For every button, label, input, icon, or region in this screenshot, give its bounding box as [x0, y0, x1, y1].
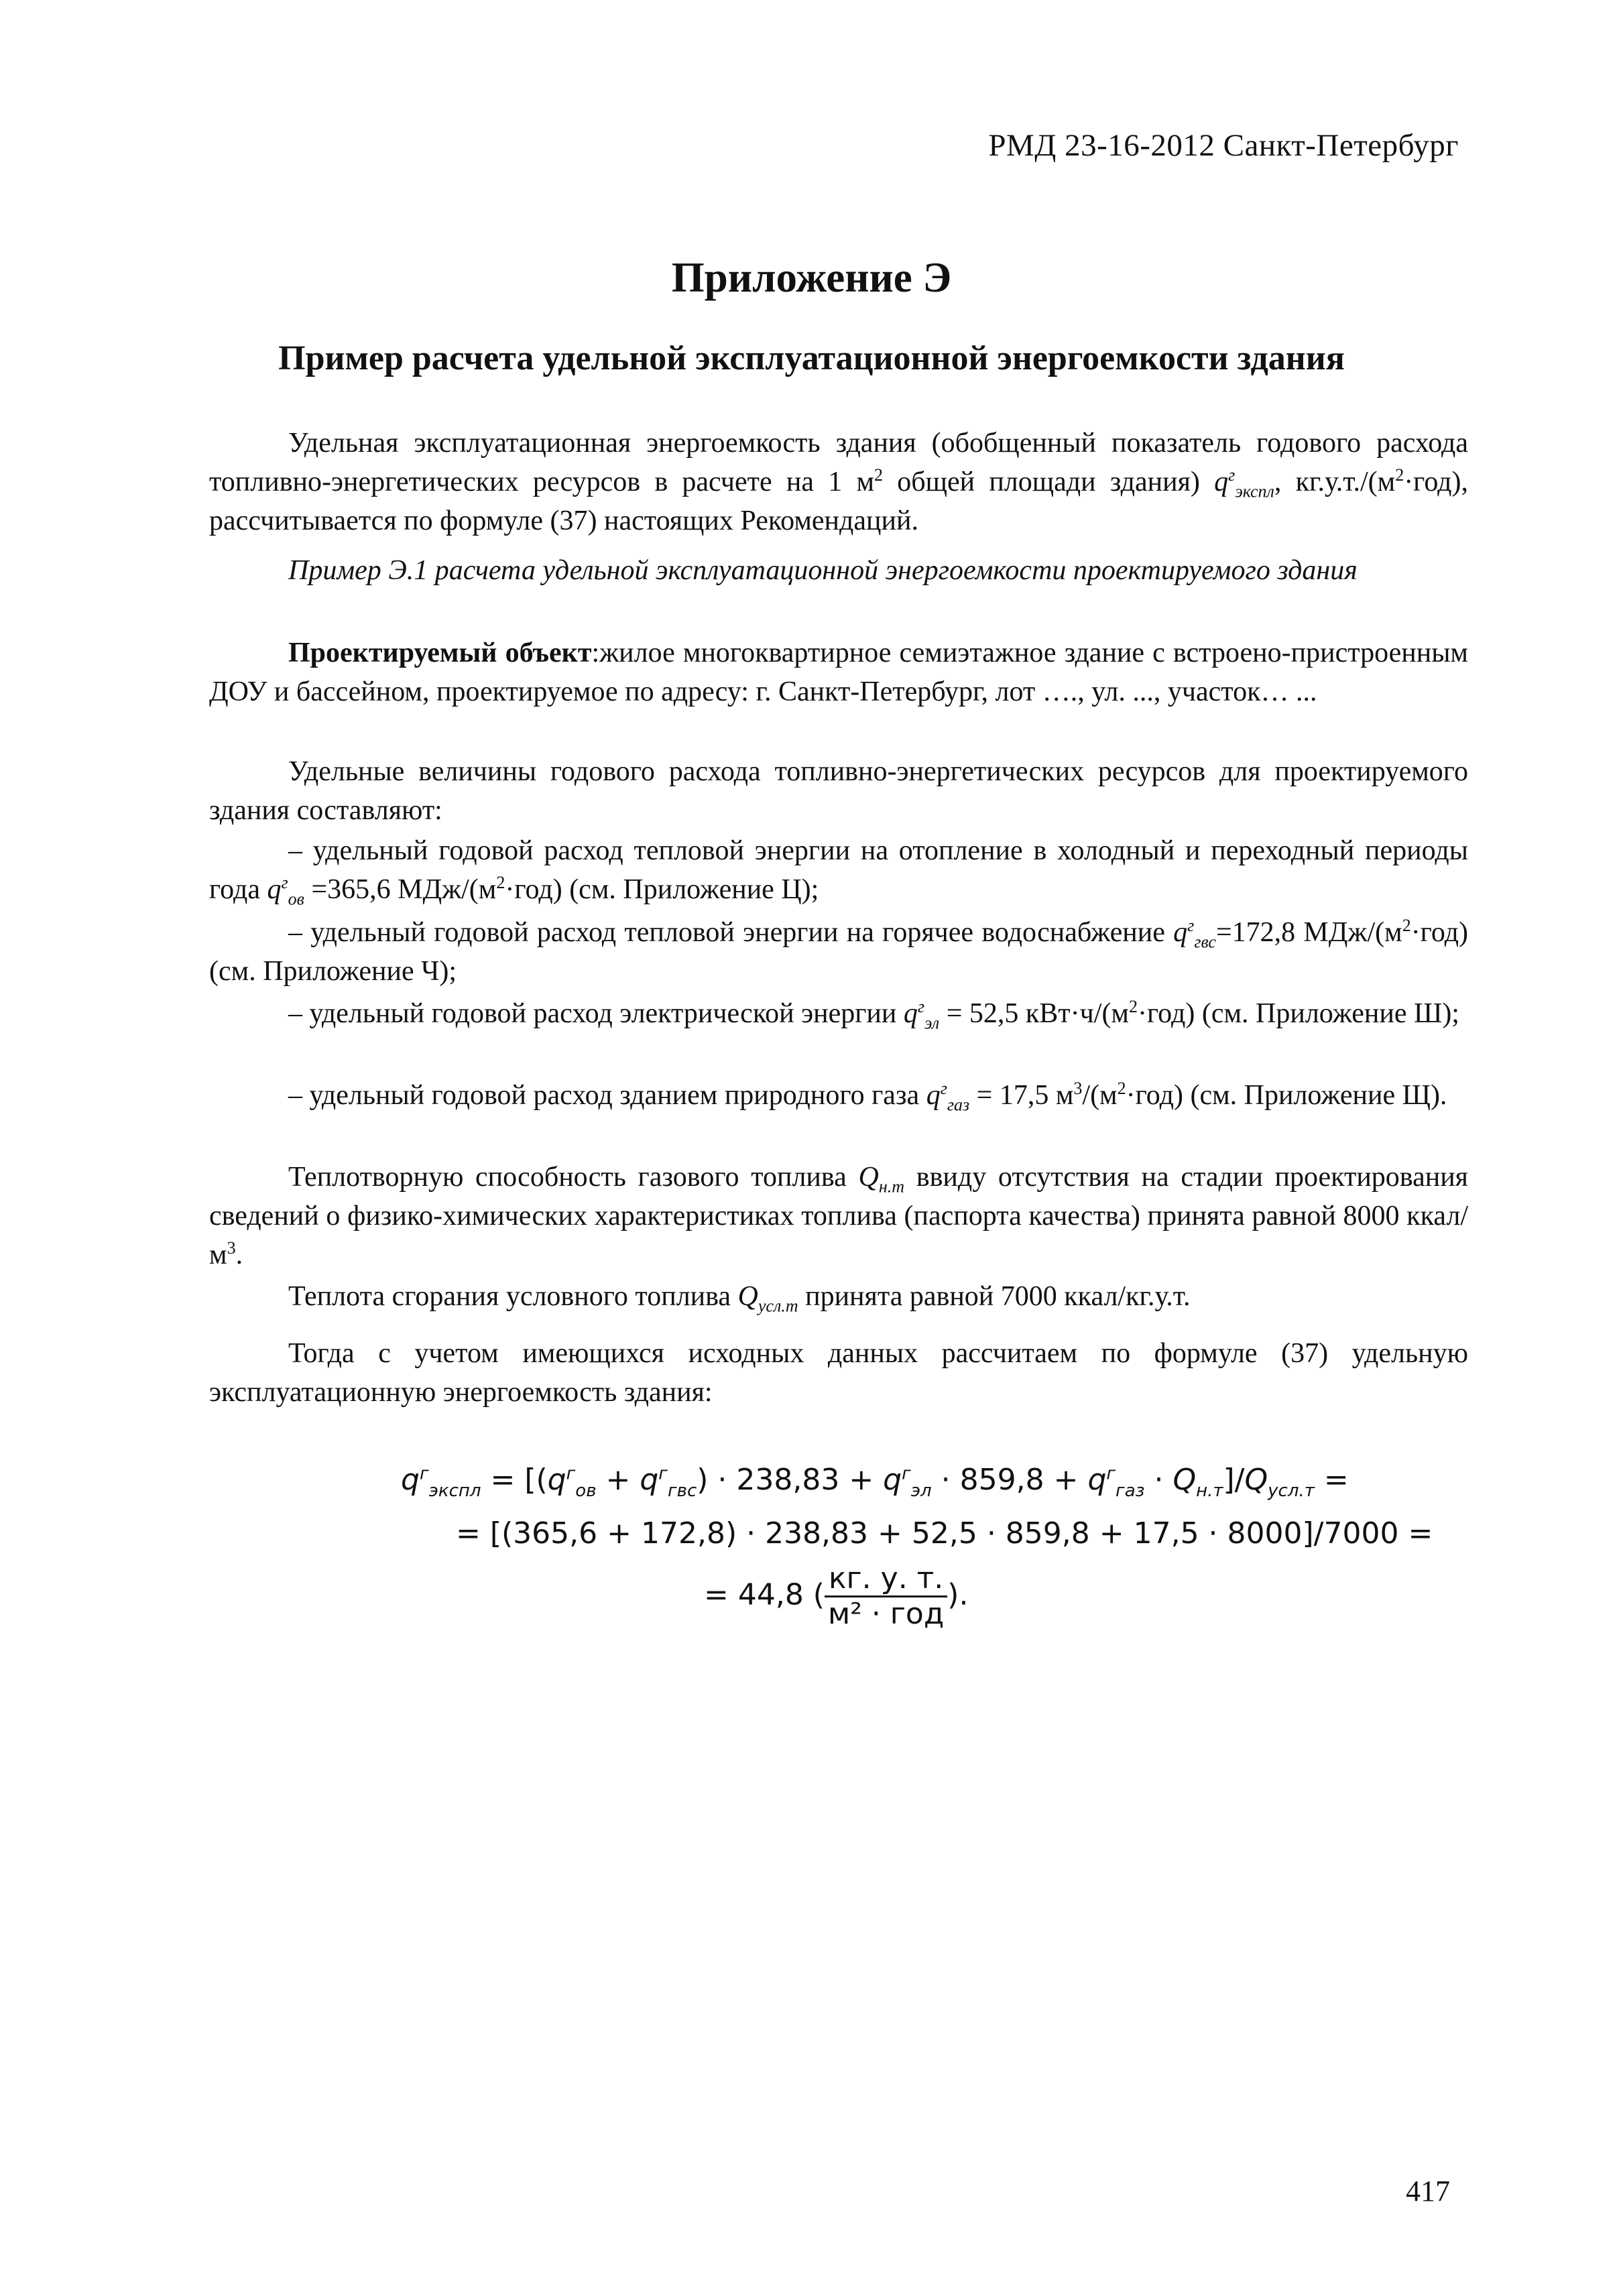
list-item-electricity: – удельный годовой расход электрической энергии $q^г_{эл} = 52,5$ $кВт\cdot ч/(м^2\cdot год)$ (см. Приложение Ш); — [288, 997, 1459, 1033]
running-header: РМД 23-16-2012 Санкт-Петербург — [988, 128, 1459, 163]
example-heading: Пример Э.1 расчета удельной эксплуатационной энергоемкости проектируемого здания — [288, 555, 1358, 586]
list-item-heating: – удельный годовой расход тепловой энергии на отопление в холодный и переходный периоды года $q^г_{ов} =365,6$ МДж/$(м^2\cdot год)$ (см. Приложение Ц); — [209, 835, 1468, 909]
symbol-q-ekspl: $q^г_{экспл}$ — [1214, 465, 1274, 501]
page-number: 417 — [1406, 2175, 1450, 2208]
intro-paragraph: Удельная эксплуатационная энергоемкость здания (обобщенный показатель годового расхода топливно-энергетических ресурсов в расчете на 1 $м^2$ общей площади здания) $q^г_{экспл}$, $кг.у.т./(м^2\cdot год)$, рассчитывается по формуле (37) настоящих Рекомендаций. — [209, 428, 1468, 536]
unit-fraction: $\frac{кг. у. т.}{\text{м² · год}}$ — [825, 1562, 947, 1631]
list-item-gas: – удельный годовой расход зданием природного газа $q^г_{газ} = 17,5$ $м^3/(м^2\cdot год)$ (см. Приложение Щ). — [288, 1079, 1447, 1115]
calculation-intro-paragraph: Тогда с учетом имеющихся исходных данных рассчитаем по формуле (37) удельную эксплуатационную энергоемкость здания: — [209, 1338, 1468, 1408]
values-intro-paragraph: Удельные величины годового расхода топливно-энергетических ресурсов для проектируемого здания составляют: — [209, 756, 1468, 826]
heat-capacity-paragraph: Теплотворную способность газового топлива $Q_{н.т}$ ввиду отсутствия на стадии проектирования сведений о физико-химических характеристиках топлива (паспорта качества) принята равной 8000 ккал/$м^3$. — [209, 1162, 1468, 1270]
conditional-fuel-paragraph: Теплота сгорания условного топлива $Q_{усл.т}$ принята равной 7000 ккал/кг.у.т. — [288, 1281, 1191, 1316]
formula-line-1: $q^г_{экспл} = [(q^г_{ов} + q^г_{гвс}) \cdot 238,83 + q^г_{эл} \cdot 859,8 + q^г_{газ} \cdot Q_{н.т}]/Q_{усл.т}$ = — [401, 1463, 1349, 1501]
formula-line-3: = 44,8 ( $\frac{кг. у. т.}{\text{м² · год}}$ ). — [704, 1561, 969, 1631]
formula-line-2: = [(365,6 + 172,8) · 238,83 + 52,5 · 859,8 + 17,5 · 8000]/7000 = — [456, 1516, 1433, 1551]
main-title: Пример расчета удельной эксплуатационной энергоемкости здания — [278, 339, 1345, 377]
list-item-hot-water: – удельный годовой расход тепловой энергии на горячее водоснабжение $q^г_{гвс}=172,8$ МДж/$(м^2\cdot год)$ (см. Приложение Ч); — [209, 916, 1468, 987]
object-paragraph: Проектируемый объект:жилое многоквартирное семиэтажное здание с встроено-пристроенным ДОУ и бассейном, проектируемое по адресу: г. Санкт-Петербург, лот …., ул. ..., участок… ... — [209, 638, 1468, 707]
appendix-title: Приложение Э — [671, 254, 952, 301]
